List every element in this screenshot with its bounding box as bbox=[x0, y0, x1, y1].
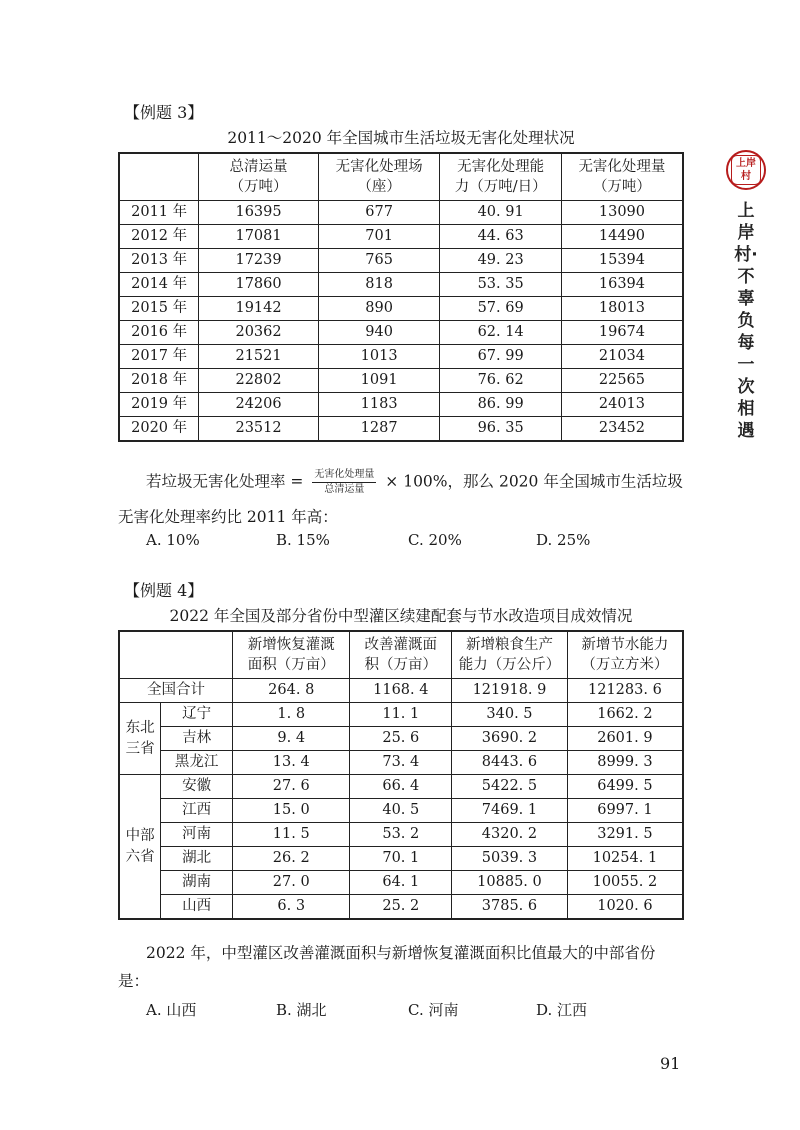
table-cell: 53. 2 bbox=[350, 823, 452, 847]
table-cell: 25. 2 bbox=[350, 895, 452, 920]
table-cell: 13090 bbox=[561, 201, 683, 225]
table-cell: 677 bbox=[318, 201, 440, 225]
table-cell: 1020. 6 bbox=[567, 895, 683, 920]
table-cell: 1013 bbox=[318, 345, 440, 369]
total-row bbox=[119, 679, 683, 703]
table-row bbox=[119, 201, 683, 225]
table-cell: 21034 bbox=[561, 345, 683, 369]
table-cell: 818 bbox=[318, 273, 440, 297]
table-row bbox=[119, 345, 683, 369]
option-a[interactable]: A. 山西 bbox=[146, 1001, 197, 1019]
table-cell: 15. 0 bbox=[233, 799, 350, 823]
province-label: 辽宁 bbox=[161, 703, 233, 727]
table-cell: 22565 bbox=[561, 369, 683, 393]
table-cell: 53. 35 bbox=[440, 273, 561, 297]
table-cell: 940 bbox=[318, 321, 440, 345]
row-label: 2011 年 bbox=[119, 201, 199, 225]
question-mid: × 100%，那么 2020 年全国城市生活垃圾 bbox=[385, 472, 683, 491]
example4-question-line2: 是： bbox=[118, 972, 150, 990]
table-cell: 1168. 4 bbox=[350, 679, 452, 703]
province-label: 山西 bbox=[161, 895, 233, 920]
fraction-denominator: 总清运量 bbox=[324, 484, 365, 495]
table-cell: 40. 5 bbox=[350, 799, 452, 823]
option-c[interactable]: C. 20% bbox=[408, 531, 462, 549]
table-cell: 73. 4 bbox=[350, 751, 452, 775]
table-cell: 6. 3 bbox=[233, 895, 350, 920]
province-label: 吉林 bbox=[161, 727, 233, 751]
column-header: 无害化处理场 （座） bbox=[318, 153, 440, 201]
table-cell: 20362 bbox=[199, 321, 319, 345]
province-label: 黑龙江 bbox=[161, 751, 233, 775]
province-label: 湖北 bbox=[161, 847, 233, 871]
column-header: 新增恢复灌溉 面积（万亩） bbox=[233, 631, 350, 679]
province-label: 安徽 bbox=[161, 775, 233, 799]
row-label: 2019 年 bbox=[119, 393, 199, 417]
table-cell: 70. 1 bbox=[350, 847, 452, 871]
table-cell: 10885. 0 bbox=[452, 871, 568, 895]
table-cell: 23512 bbox=[199, 417, 319, 442]
table-header-row bbox=[119, 631, 683, 679]
table-cell: 10254. 1 bbox=[567, 847, 683, 871]
table-cell: 3785. 6 bbox=[452, 895, 568, 920]
province-label: 湖南 bbox=[161, 871, 233, 895]
table-cell: 17081 bbox=[199, 225, 319, 249]
row-label: 2014 年 bbox=[119, 273, 199, 297]
table-cell: 23452 bbox=[561, 417, 683, 442]
table-cell: 19674 bbox=[561, 321, 683, 345]
table-cell: 11. 5 bbox=[233, 823, 350, 847]
table-cell: 8443. 6 bbox=[452, 751, 568, 775]
option-a[interactable]: A. 10% bbox=[146, 531, 200, 549]
table-cell: 8999. 3 bbox=[567, 751, 683, 775]
table-row bbox=[119, 417, 683, 442]
column-header: 改善灌溉面 积（万亩） bbox=[350, 631, 452, 679]
table-cell: 121283. 6 bbox=[567, 679, 683, 703]
table-cell: 40. 91 bbox=[440, 201, 561, 225]
table-cell: 264. 8 bbox=[233, 679, 350, 703]
table-row bbox=[119, 895, 683, 920]
table-cell: 96. 35 bbox=[440, 417, 561, 442]
table-cell: 27. 6 bbox=[233, 775, 350, 799]
table-cell: 21521 bbox=[199, 345, 319, 369]
table-cell: 121918. 9 bbox=[452, 679, 568, 703]
province-label: 河南 bbox=[161, 823, 233, 847]
page-number: 91 bbox=[660, 1054, 681, 1073]
table-header-row bbox=[119, 153, 683, 201]
table-cell: 22802 bbox=[199, 369, 319, 393]
option-c[interactable]: C. 河南 bbox=[408, 1001, 459, 1019]
table-cell: 86. 99 bbox=[440, 393, 561, 417]
table-cell: 17860 bbox=[199, 273, 319, 297]
column-header: 无害化处理能 力（万吨/日） bbox=[440, 153, 561, 201]
table-row bbox=[119, 297, 683, 321]
table-cell: 340. 5 bbox=[452, 703, 568, 727]
example4-label: 【例题 4】 bbox=[124, 581, 204, 600]
table-cell: 701 bbox=[318, 225, 440, 249]
table-cell: 3291. 5 bbox=[567, 823, 683, 847]
table-cell: 66. 4 bbox=[350, 775, 452, 799]
row-label: 全国合计 bbox=[119, 679, 233, 703]
table-cell: 7469. 1 bbox=[452, 799, 568, 823]
example4-table-title: 2022 年全国及部分省份中型灌区续建配套与节水改造项目成效情况 bbox=[169, 607, 633, 625]
table-cell: 1091 bbox=[318, 369, 440, 393]
table-cell: 15394 bbox=[561, 249, 683, 273]
table-row bbox=[119, 249, 683, 273]
example4-question: 2022 年，中型灌区改善灌溉面积与新增恢复灌溉面积比值最大的中部省份 bbox=[146, 944, 656, 962]
table-cell: 11. 1 bbox=[350, 703, 452, 727]
table-row bbox=[119, 727, 683, 751]
table-cell: 1. 8 bbox=[233, 703, 350, 727]
table-row bbox=[119, 799, 683, 823]
table-cell: 765 bbox=[318, 249, 440, 273]
rate-fraction bbox=[312, 469, 376, 496]
table-row bbox=[119, 847, 683, 871]
table-cell: 17239 bbox=[199, 249, 319, 273]
row-label: 2017 年 bbox=[119, 345, 199, 369]
brand-seal-logo bbox=[726, 150, 766, 190]
seal-text: 上岸村 bbox=[731, 155, 761, 185]
table-cell: 2601. 9 bbox=[567, 727, 683, 751]
table-cell: 14490 bbox=[561, 225, 683, 249]
example3-question bbox=[118, 469, 716, 496]
row-label: 2013 年 bbox=[119, 249, 199, 273]
fraction-numerator: 无害化处理量 bbox=[312, 469, 376, 483]
example3-label: 【例题 3】 bbox=[124, 103, 204, 122]
table-cell: 24206 bbox=[199, 393, 319, 417]
example3-table bbox=[118, 152, 684, 442]
column-header: 总清运量 （万吨） bbox=[199, 153, 319, 201]
row-label: 2015 年 bbox=[119, 297, 199, 321]
row-label: 2018 年 bbox=[119, 369, 199, 393]
example3-question-line2: 无害化处理率约比 2011 年高： bbox=[118, 508, 338, 526]
table-cell: 3690. 2 bbox=[452, 727, 568, 751]
table-cell: 57. 69 bbox=[440, 297, 561, 321]
table-row bbox=[119, 273, 683, 297]
brand-slogan-vertical: 上岸村·不辜负每一次相遇 bbox=[734, 201, 758, 441]
table-cell: 44. 63 bbox=[440, 225, 561, 249]
table-cell: 76. 62 bbox=[440, 369, 561, 393]
group-label: 东北 三省 bbox=[119, 703, 161, 775]
question-start: 若垃圾无害化处理率 = bbox=[146, 472, 304, 491]
table-cell: 24013 bbox=[561, 393, 683, 417]
table-cell: 10055. 2 bbox=[567, 871, 683, 895]
example4-table bbox=[118, 630, 684, 920]
option-d[interactable]: D. 25% bbox=[536, 531, 591, 549]
table-cell: 4320. 2 bbox=[452, 823, 568, 847]
example3-table-title: 2011～2020 年全国城市生活垃圾无害化处理状况 bbox=[227, 129, 575, 147]
option-b[interactable]: B. 15% bbox=[276, 531, 330, 549]
table-row bbox=[119, 703, 683, 727]
column-header bbox=[119, 631, 233, 679]
row-label: 2016 年 bbox=[119, 321, 199, 345]
table-row bbox=[119, 393, 683, 417]
table-row bbox=[119, 751, 683, 775]
column-header: 无害化处理量 （万吨） bbox=[561, 153, 683, 201]
column-header bbox=[119, 153, 199, 201]
table-cell: 6997. 1 bbox=[567, 799, 683, 823]
table-cell: 19142 bbox=[199, 297, 319, 321]
group-label: 中部 六省 bbox=[119, 775, 161, 920]
row-label: 2020 年 bbox=[119, 417, 199, 442]
row-label: 2012 年 bbox=[119, 225, 199, 249]
table-cell: 1287 bbox=[318, 417, 440, 442]
table-cell: 1662. 2 bbox=[567, 703, 683, 727]
table-row bbox=[119, 369, 683, 393]
province-label: 江西 bbox=[161, 799, 233, 823]
table-cell: 27. 0 bbox=[233, 871, 350, 895]
column-header: 新增粮食生产 能力（万公斤） bbox=[452, 631, 568, 679]
table-cell: 890 bbox=[318, 297, 440, 321]
table-row bbox=[119, 775, 683, 799]
table-cell: 18013 bbox=[561, 297, 683, 321]
table-cell: 1183 bbox=[318, 393, 440, 417]
table-row bbox=[119, 225, 683, 249]
option-b[interactable]: B. 湖北 bbox=[276, 1001, 327, 1019]
option-d[interactable]: D. 江西 bbox=[536, 1001, 588, 1019]
table-cell: 67. 99 bbox=[440, 345, 561, 369]
table-row bbox=[119, 321, 683, 345]
table-row bbox=[119, 871, 683, 895]
table-cell: 25. 6 bbox=[350, 727, 452, 751]
table-cell: 62. 14 bbox=[440, 321, 561, 345]
table-cell: 16394 bbox=[561, 273, 683, 297]
table-cell: 9. 4 bbox=[233, 727, 350, 751]
column-header: 新增节水能力 （万立方米） bbox=[567, 631, 683, 679]
table-cell: 26. 2 bbox=[233, 847, 350, 871]
table-cell: 64. 1 bbox=[350, 871, 452, 895]
table-cell: 5422. 5 bbox=[452, 775, 568, 799]
table-cell: 6499. 5 bbox=[567, 775, 683, 799]
table-cell: 16395 bbox=[199, 201, 319, 225]
table-row bbox=[119, 823, 683, 847]
table-cell: 49. 23 bbox=[440, 249, 561, 273]
table-cell: 5039. 3 bbox=[452, 847, 568, 871]
table-cell: 13. 4 bbox=[233, 751, 350, 775]
